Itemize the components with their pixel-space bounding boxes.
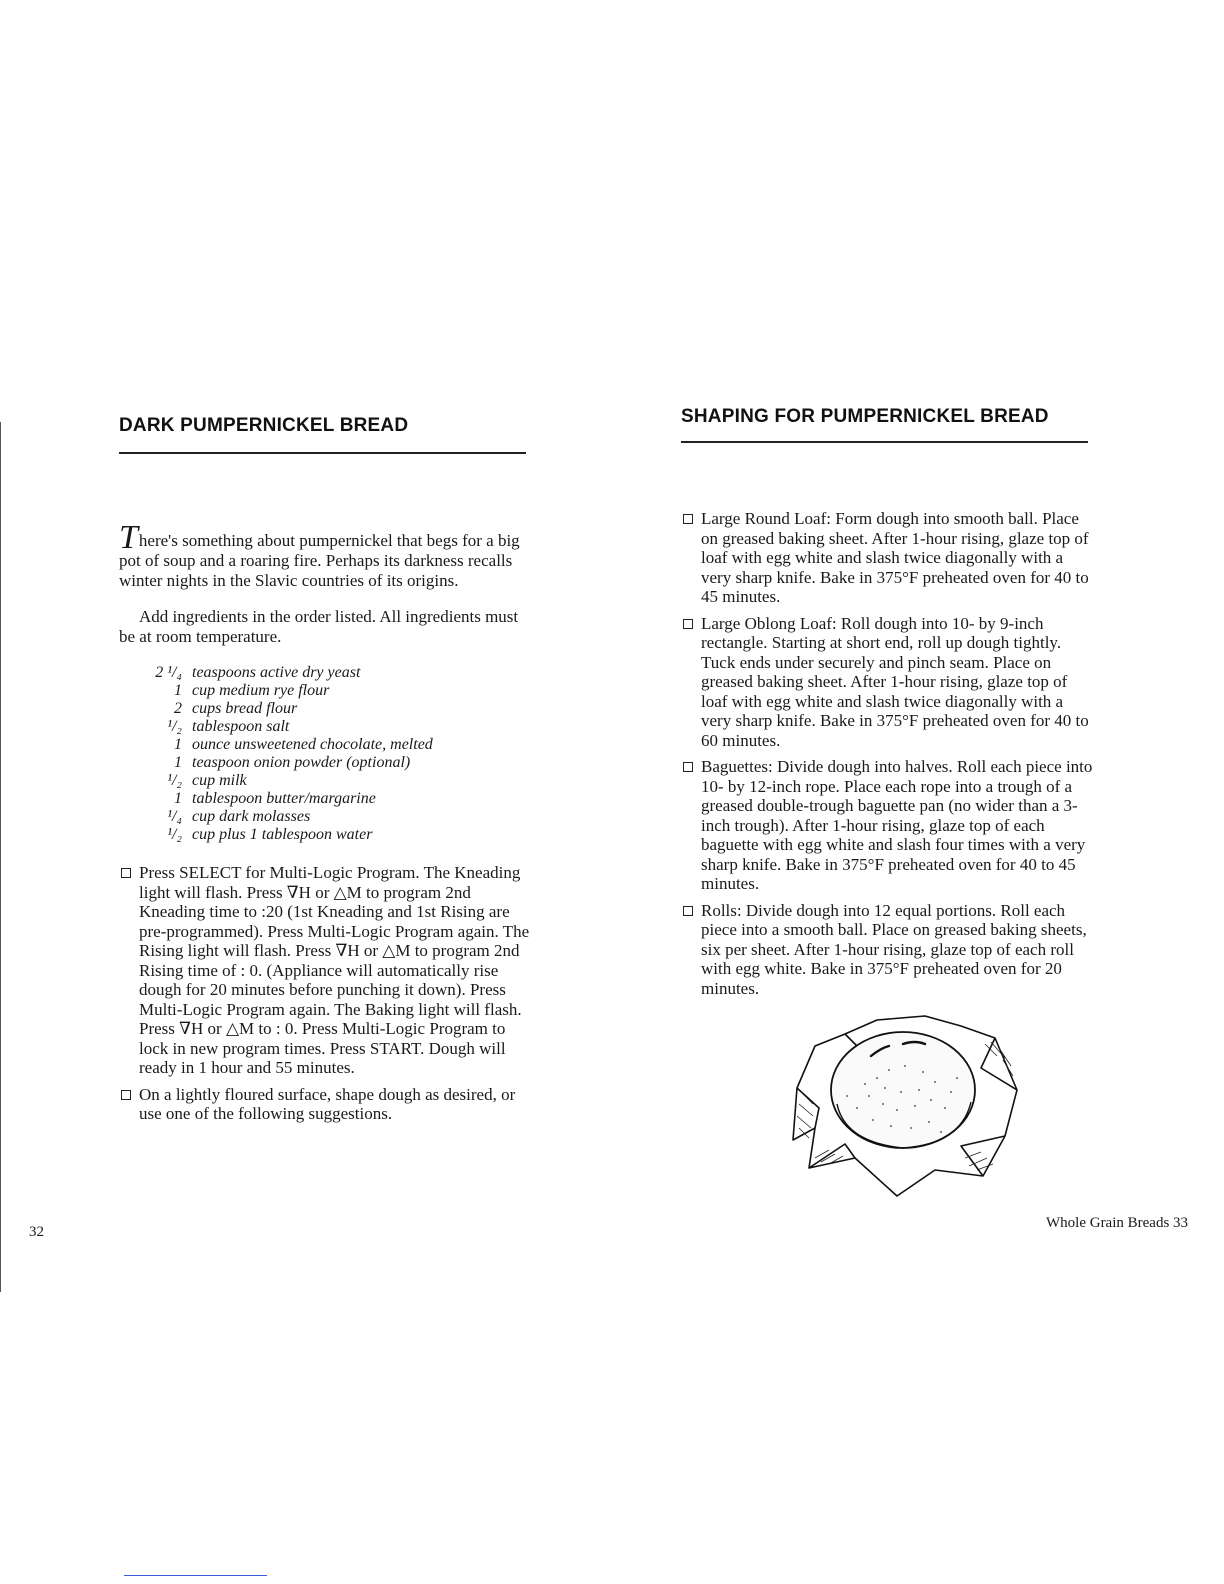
checkbox-icon <box>683 906 693 916</box>
drop-cap: T <box>119 519 138 556</box>
ingredient-name: cups bread flour <box>192 700 298 717</box>
shaping-label: Large Round Loaf: <box>701 509 831 528</box>
checkbox-icon <box>121 868 131 878</box>
bottom-blue-rule <box>124 1575 267 1576</box>
checkbox-icon <box>683 514 693 524</box>
ingredient-name: cup milk <box>192 772 247 789</box>
bread-loaf-illustration <box>785 1008 1025 1204</box>
checkbox-icon <box>683 619 693 629</box>
ingredient-qty: 2 <box>174 700 182 717</box>
ingredient-name: cup medium rye flour <box>192 682 330 699</box>
ingredient-item <box>140 790 500 808</box>
ingredient-qty: 1 <box>174 790 182 807</box>
ingredient-name: teaspoon onion powder (optional) <box>192 754 411 771</box>
ingredient-item <box>140 772 500 790</box>
ingredient-item <box>140 664 500 682</box>
left-title-rule <box>119 452 526 454</box>
ingredient-name: cup dark molasses <box>192 808 311 825</box>
instruction-paragraph: Add ingredients in the order listed. All ingredients must be at room temperature. <box>119 607 519 646</box>
right-page-footer: Whole Grain Breads 33 <box>1046 1215 1189 1231</box>
ingredient-qty: 1 <box>174 754 182 771</box>
shaping-text: Divide dough into 12 equal portions. Roll each piece into a smooth ball. Place on greased baking sheets, six per sheet. After 1-hour rising, glaze top of each roll with egg white. Bake in 375°F preheated oven for 20 minutes. <box>701 900 1087 998</box>
ingredient-name: tablespoon butter/margarine <box>192 790 376 807</box>
ingredient-name: cup plus 1 tablespoon water <box>192 826 373 843</box>
shaping-item-round-loaf <box>681 509 1093 607</box>
shaping-text: Roll dough into 10- by 9-inch rectangle. Starting at short end, roll up dough tightly. Tuck ends under securely and pinch seam. Place on greased baking sheet. After 1-hour rising, glaze top of loaf with egg white and slash twice diagonally with a very sharp knife. Bake in 375°F preheated oven for 40 to 60 minutes. <box>701 613 1089 750</box>
intro-paragraph <box>119 519 529 591</box>
step-text: Press SELECT for Multi-Logic Program. The Kneading light will flash. Press ∇H or △M to program 2nd Kneading time to :20 (1st Kneading and 1st Rising are pre-programmed). Press Multi-Logic Program again. The Rising light will flash. Press ∇H or △M to program 2nd Rising time of : 0. (Appliance will automatically rise dough for 20 minutes before punching it down). Press Multi-Logic Program again. The Baking light will flash. Press ∇H or △M to : 0. Press Multi-Logic Program to lock in new program times. Press START. Dough will ready in 1 hour and 55 minutes. <box>139 863 530 1077</box>
left-page-title: DARK PUMPERNICKEL BREAD <box>119 415 409 436</box>
ingredient-qty: ¹/₄ <box>167 808 182 825</box>
shaping-item-rolls <box>681 901 1093 999</box>
shaping-item-oblong-loaf <box>681 614 1093 751</box>
ingredient-item <box>140 718 500 736</box>
shaping-text: Divide dough into halves. Roll each piece into 10- by 12-inch rope. Place each rope into a trough of a greased double-trough baguette pan (no wider than a 3-inch trough). After 1-hour rising, glaze top of each baguette with egg white and slash four times with a very sharp knife. Bake in 375°F preheated oven for 40 to 45 minutes. <box>701 757 1093 893</box>
step-item <box>119 863 531 1078</box>
ingredient-item <box>140 736 500 754</box>
left-page-number: 32 <box>29 1224 44 1240</box>
left-step-list <box>119 863 531 1131</box>
ingredient-name: teaspoons active dry yeast <box>192 664 361 681</box>
ingredient-qty: ¹/₂ <box>167 718 182 735</box>
page-edge-line <box>0 422 1 1292</box>
shaping-label: Baguettes: <box>701 757 773 776</box>
ingredient-qty: 2 ¹/₄ <box>155 664 182 681</box>
checkbox-icon <box>121 1090 131 1100</box>
right-title-rule <box>681 441 1088 443</box>
shaping-item-baguettes <box>681 757 1093 894</box>
intro-text: here's something about pumpernickel that begs for a big pot of soup and a roaring fire. Perhaps its darkness recalls winter nights in the Slavic countries of its origins. <box>119 531 520 590</box>
ingredient-name: tablespoon salt <box>192 718 290 735</box>
right-page-title: SHAPING FOR PUMPERNICKEL BREAD <box>681 406 1049 427</box>
ingredient-qty: 1 <box>174 736 182 753</box>
ingredient-item <box>140 700 500 718</box>
ingredient-qty: ¹/₂ <box>167 772 182 789</box>
right-step-list <box>681 509 1093 1005</box>
ingredient-list <box>140 664 500 844</box>
step-item <box>119 1085 531 1124</box>
shaping-label: Rolls: <box>701 900 742 920</box>
shaping-label: Large Oblong Loaf: <box>701 613 837 633</box>
step-text: On a lightly floured surface, shape dough as desired, or use one of the following suggestions. <box>139 1084 516 1123</box>
ingredient-item <box>140 682 500 700</box>
ingredient-item <box>140 808 500 826</box>
shaping-text: Form dough into smooth ball. Place on greased baking sheet. After 1-hour rising, glaze top of loaf with egg white and slash twice diagonally with a very sharp knife. Bake in 375°F preheated oven for 40 to 45 minutes. <box>701 509 1089 606</box>
checkbox-icon <box>683 762 693 772</box>
ingredient-qty: ¹/₂ <box>167 826 182 843</box>
ingredient-item <box>140 754 500 772</box>
ingredient-name: ounce unsweetened chocolate, melted <box>192 736 433 753</box>
ingredient-item <box>140 826 500 844</box>
ingredient-qty: 1 <box>174 682 182 699</box>
